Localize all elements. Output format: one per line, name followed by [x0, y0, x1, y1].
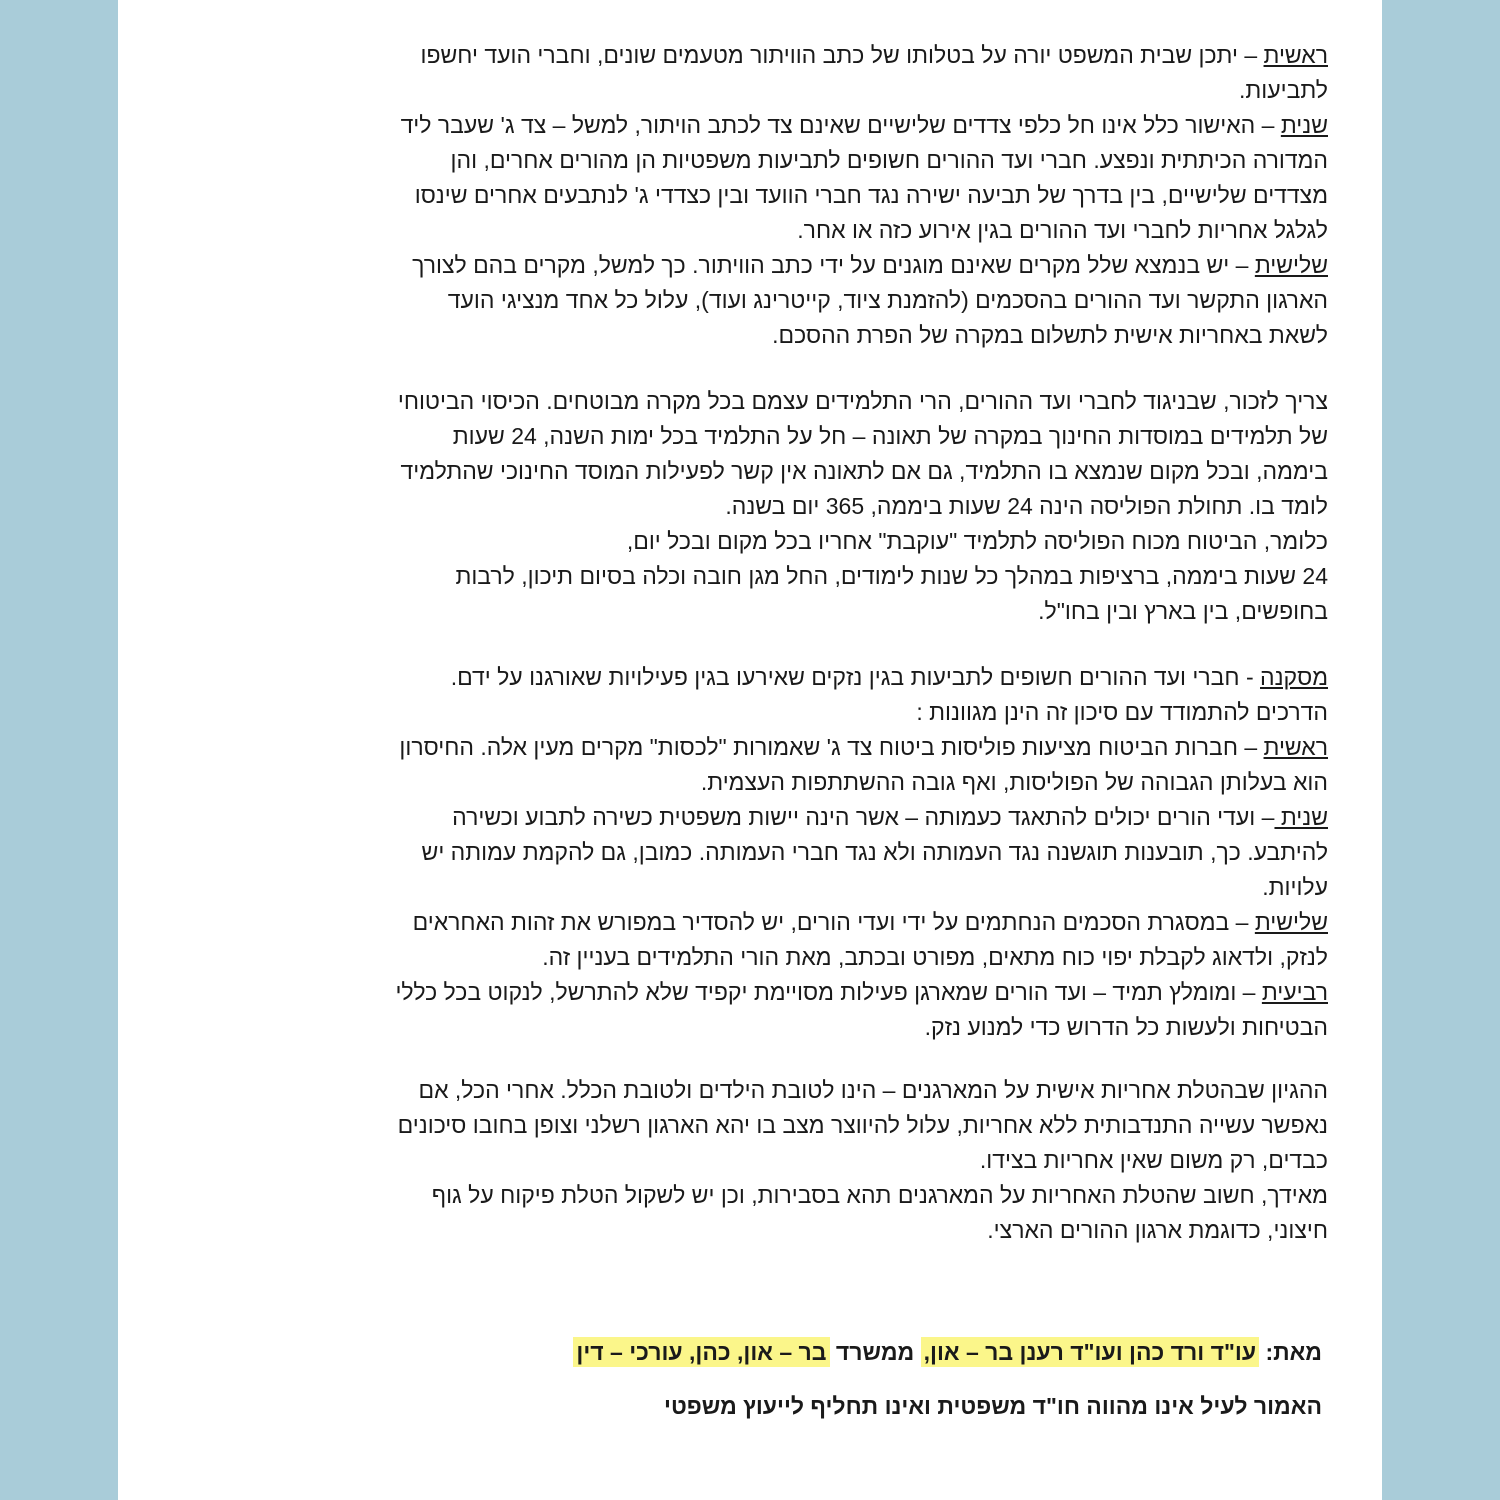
line-text: – ועדי הורים יכולים להתאגד כעמותה – אשר הינה יישות משפטית כשירה לתבוע וכשירה: [452, 804, 1275, 830]
text-line: [160, 1213, 1328, 1248]
line-text: הבטיחות ולעשות כל הדרוש כדי למנוע נזק.: [924, 1014, 1328, 1040]
text-line: [160, 594, 1328, 629]
text-line: [160, 178, 1328, 213]
text-line: [160, 73, 1328, 108]
section-label: ראשית: [1263, 42, 1328, 68]
text-line: [160, 108, 1328, 143]
line-text: לגלגל אחריות לחברי ועד ההורים בגין אירוע כזה או אחר.: [797, 217, 1328, 243]
line-text: מאידך, חשוב שהטלת האחריות על המארגנים תהא בסבירות, וכן יש לשקול הטלת פיקוח על גוף: [431, 1182, 1328, 1208]
line-text: של תלמידים במוסדות החינוך במקרה של תאונה – חל על התלמיד בכל ימות השנה, 24 שעות: [452, 423, 1328, 449]
section-label: שלישית: [1254, 909, 1328, 935]
text-line: [160, 384, 1328, 419]
section-label: שלישית: [1254, 252, 1328, 278]
signature-line: [160, 1332, 1322, 1372]
line-text: – יש בנמצא שלל מקרים שאינם מוגנים על ידי כתב הוויתור. כך למשל, מקרים בהם לצורך: [412, 252, 1255, 278]
line-text: הוא בעלותן הגבוהה של הפוליסות, ואף גובה ההשתתפות העצמית.: [700, 769, 1328, 795]
line-text: – האישור כלל אינו חל כלפי צדדים שלישיים שאינם צד לכתב הויתור, למשל – צד ג' שעבר ליד: [400, 112, 1281, 138]
line-text: בחופשים, בין בארץ ובין בחו"ל.: [1038, 598, 1328, 624]
text-line: [160, 1108, 1328, 1143]
line-text: להיתבע. כך, תובענות תוגשנה נגד העמותה ולא נגד חברי העמותה. כמובן, גם להקמת עמותה יש: [421, 839, 1328, 865]
line-text: ביממה, ובכל מקום שנמצא בו התלמיד, גם אם לתאונה אין קשר לפעילות המוסד החינוכי שהתלמיד: [400, 458, 1328, 484]
text-line: [160, 730, 1328, 765]
text-line: [160, 1178, 1328, 1213]
text-line: [160, 559, 1328, 594]
line-text: נאפשר עשייה התנדבותית ללא אחריות, עלול להיווצר מצב בו יהא הארגון רשלני וצופן בחובו סיכונים: [397, 1112, 1328, 1138]
text-line: [160, 38, 1328, 73]
text-line: [160, 213, 1328, 248]
text-line: [160, 248, 1328, 283]
text-line: [160, 765, 1328, 800]
line-text: הדרכים להתמודד עם סיכון זה הינן מגוונות :: [916, 699, 1328, 725]
text-line: [160, 1143, 1328, 1178]
text-line: [160, 143, 1328, 178]
line-text: חיצוני, כדוגמת ארגון ההורים הארצי.: [987, 1217, 1328, 1243]
text-line: [160, 940, 1328, 975]
section-label: שנית: [1274, 804, 1328, 830]
line-text: המדורה הכיתתית ונפצע. חברי ועד ההורים חשופים לתביעות משפטיות הן מהורים אחרים, והן: [450, 147, 1328, 173]
text-line: [160, 660, 1328, 695]
line-text: עלויות.: [1262, 874, 1328, 900]
section-label: מסקנה: [1260, 664, 1328, 690]
text-line: [160, 489, 1328, 524]
authors-highlight: עו"ד ורד כהן ועו"ד רענן בר – און,: [921, 1337, 1259, 1367]
section-label: שנית: [1280, 112, 1328, 138]
paragraph-liability-waiver: [160, 38, 1328, 353]
text-line: [160, 318, 1328, 353]
line-text: כלומר, הביטוח מכוח הפוליסה לתלמיד "עוקבת" אחריו בכל מקום ובכל יום,: [626, 528, 1328, 554]
line-text: צריך לזכור, שבניגוד לחברי ועד ההורים, הרי התלמידים עצמם בכל מקרה מבוטחים. הכיסוי הביטוחי: [397, 388, 1328, 414]
line-text: הארגון התקשר ועד ההורים בהסכמים (להזמנת ציוד, קייטרינג ועוד), עלול כל אחד מנציגי הועד: [447, 287, 1328, 313]
section-label: רביעית: [1261, 979, 1328, 1005]
line-text: – במסגרת הסכמים הנחתמים על ידי ועדי הורים, יש להסדיר במפורש את זהות האחראים: [412, 909, 1255, 935]
text-line: [160, 800, 1328, 835]
line-text: לתביעות.: [1239, 77, 1328, 103]
text-line: [160, 1010, 1328, 1045]
from-label: מאת:: [1265, 1339, 1322, 1365]
line-text: – חברות הביטוח מציעות פוליסות ביטוח צד ג' שאמורות "לכסות" מקרים מעין אלה. החיסרון: [399, 734, 1264, 760]
line-text: לומד בו. תחולת הפוליסה הינה 24 שעות ביממה, 365 יום בשנה.: [725, 493, 1328, 519]
text-line: [160, 975, 1328, 1010]
line-text: – יתכן שבית המשפט יורה על בטלותו של כתב הוויתור מטעמים שונים, וחברי הועד יחשפו: [420, 42, 1264, 68]
paragraph-reasoning: [160, 1073, 1328, 1248]
line-text: לשאת באחריות אישית לתשלום במקרה של הפרת ההסכם.: [772, 322, 1328, 348]
text-line: [160, 419, 1328, 454]
line-text: ההגיון שבהטלת אחריות אישית על המארגנים – הינו לטובת הילדים ולטובת הכלל. אחרי הכל, אם: [418, 1077, 1328, 1103]
text-line: [160, 1073, 1328, 1108]
text-line: [160, 524, 1328, 559]
firm-highlight: בר – און, כהן, עורכי – דין: [573, 1337, 829, 1367]
line-text: כבדים, רק משום שאין אחריות בצידו.: [979, 1147, 1328, 1173]
paragraph-student-insurance: [160, 384, 1328, 629]
line-text: 24 שעות ביממה, ברציפות במהלך כל שנות לימודים, החל מגן חובה וכלה בסיום תיכון, לרבות: [455, 563, 1328, 589]
text-line: [160, 695, 1328, 730]
text-line: [160, 870, 1328, 905]
text-line: [160, 283, 1328, 318]
line-text: מצדדים שלישיים, בין בדרך של תביעה ישירה נגד חברי הוועד ובין כצדדי ג' לנתבעים אחרים שינסו: [414, 182, 1328, 208]
paragraph-conclusion: [160, 660, 1328, 1045]
text-line: [160, 454, 1328, 489]
line-text: – ומומלץ תמיד – ועד הורים שמארגן פעילות מסויימת יקפיד שלא להתרשל, לנקוט בכל כללי: [395, 979, 1262, 1005]
text-line: [160, 905, 1328, 940]
line-text: - חברי ועד ההורים חשופים לתביעות בגין נזקים שאירעו בגין פעילויות שאורגנו על ידם.: [450, 664, 1261, 690]
office-word: ממשרד: [835, 1339, 915, 1365]
section-label: ראשית: [1263, 734, 1328, 760]
disclaimer: האמור לעיל אינו מהווה חו"ד משפטית ואינו תחליף לייעוץ משפטי: [664, 1393, 1322, 1419]
text-line: [160, 835, 1328, 870]
line-text: לנזק, ולדאוג לקבלת יפוי כוח מתאים, מפורט ובכתב, מאת הורי התלמידים בעניין זה.: [542, 944, 1328, 970]
